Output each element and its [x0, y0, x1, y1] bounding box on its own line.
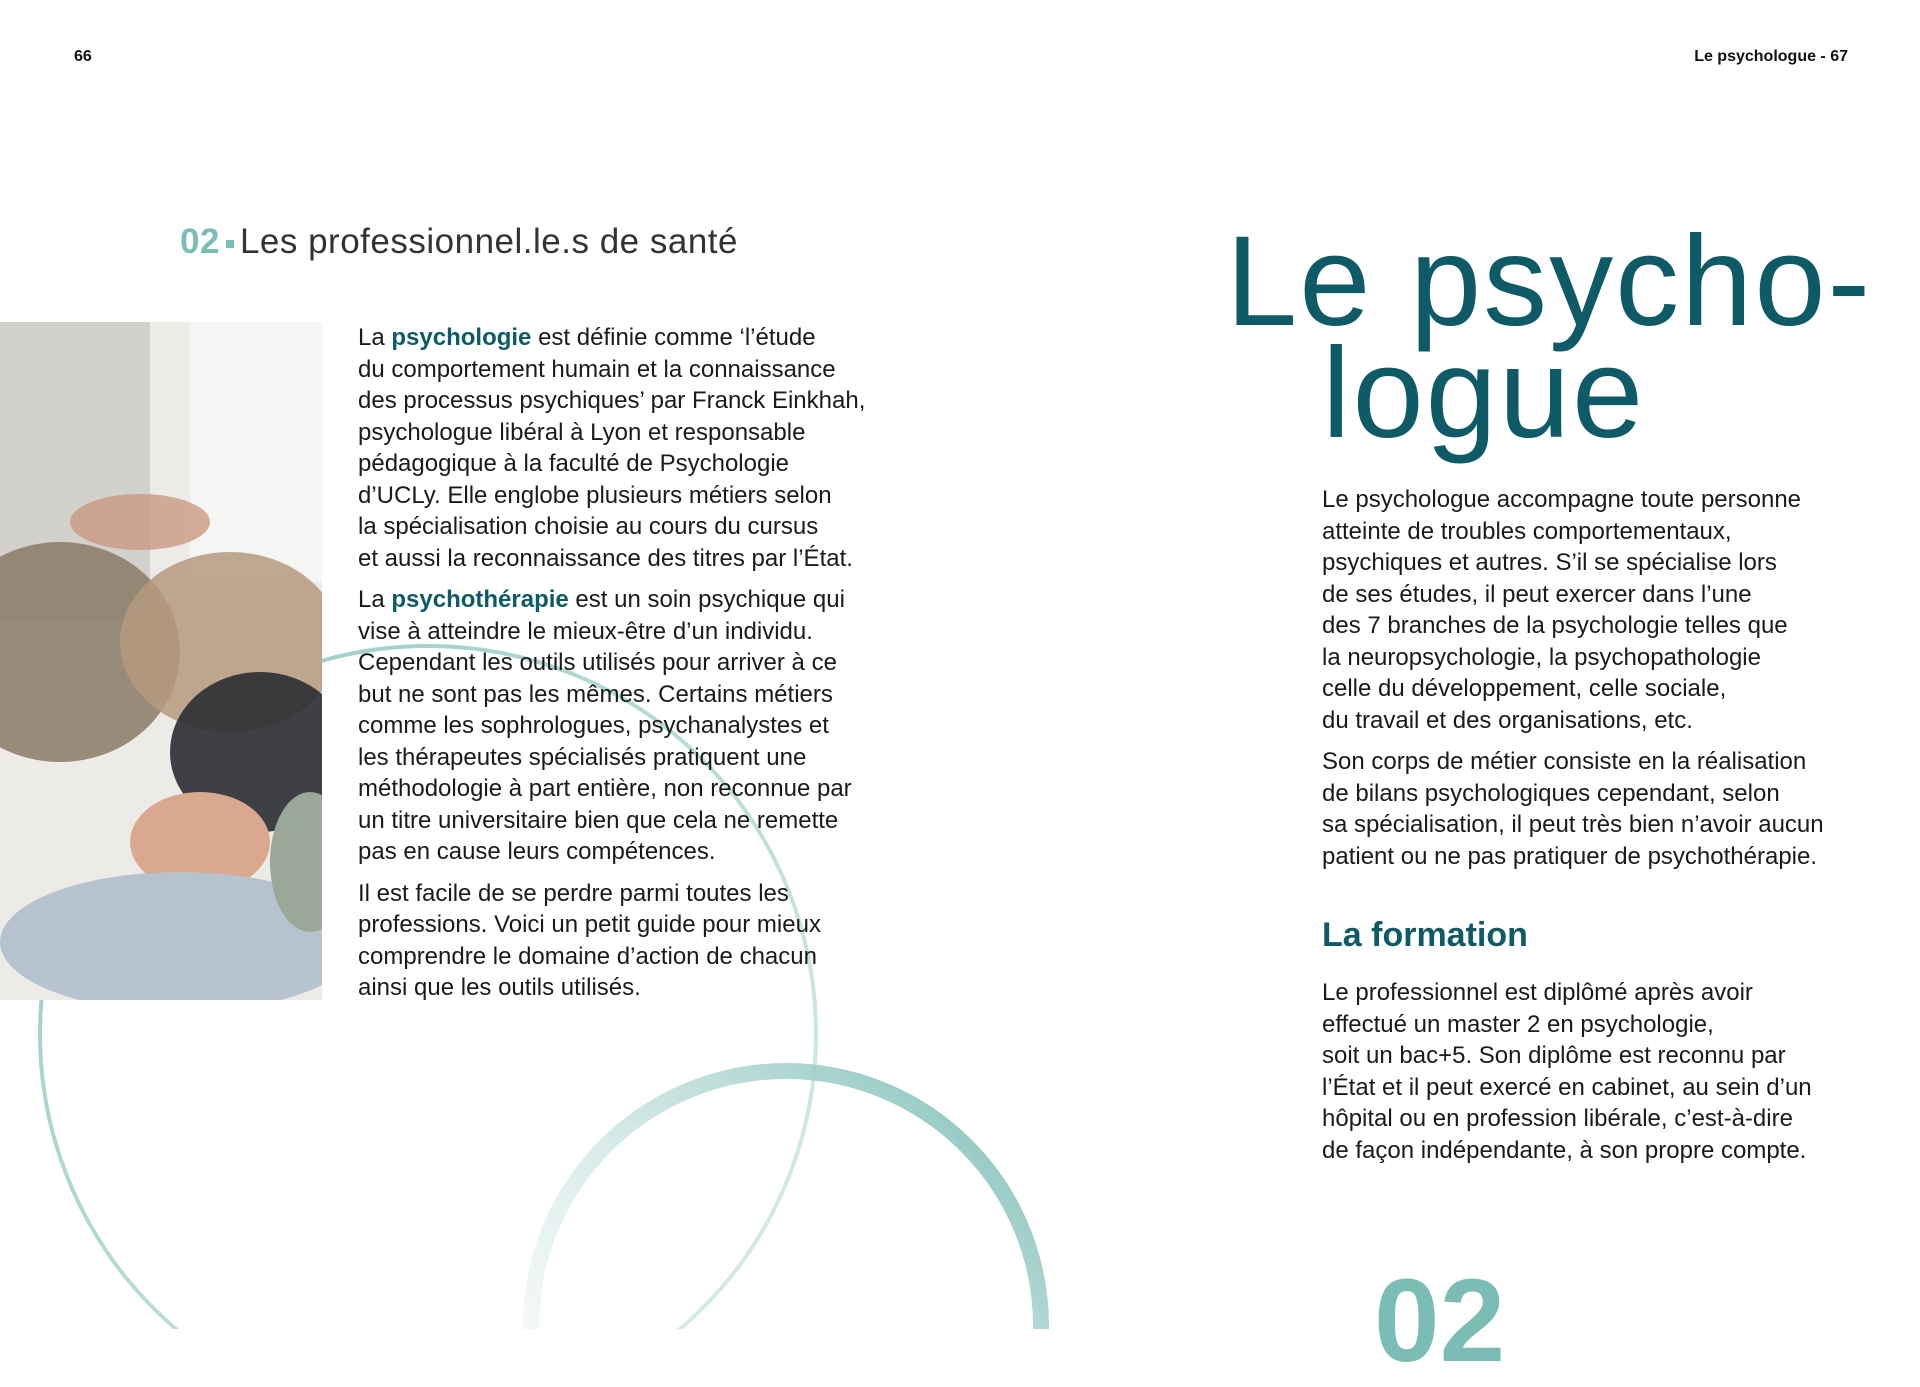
text-line: soit un bac+5. Son diplôme est reconnu par [1322, 1042, 1786, 1069]
text-line: celle du développement, celle sociale, [1322, 675, 1727, 702]
text-line: hôpital ou en profession libérale, c’est-à-dire [1322, 1105, 1793, 1132]
left-column-text [358, 322, 898, 1014]
paragraph-intro [1322, 484, 1882, 736]
text-line: psychiques et autres. S’il se spécialise lors [1322, 549, 1777, 576]
text-line: la neuropsychologie, la psychopathologie [1322, 643, 1761, 671]
term-psychologie: psychologie [391, 324, 532, 351]
text-line: des 7 branches de la psychologie telles que [1322, 612, 1788, 639]
text-line: les thérapeutes spécialisés pratiquent une [358, 743, 807, 771]
paragraph-guide [358, 878, 898, 1004]
paragraph-psychotherapie [358, 584, 898, 868]
text-line: ainsi que les outils utilisés. [358, 974, 641, 1001]
text-line: Cependant les outils utilisés pour arriver à ce [358, 649, 837, 676]
text-line: d’UCLy. Elle englobe plusieurs métiers selon [358, 481, 832, 509]
text-line: Il est facile de se perdre parmi toutes les [358, 879, 789, 907]
decorative-number: 02 [1374, 1255, 1506, 1387]
section-number: 02 [180, 222, 234, 261]
section-title: Les professionnel.le.s de santé [239, 222, 738, 261]
text-line: pas en cause leurs compétences. [358, 838, 716, 865]
text-line: psychologue libéral à Lyon et responsable [358, 418, 806, 446]
text-line: de façon indépendante, à son propre compte. [1322, 1136, 1807, 1164]
text-line: comprendre le domaine d’action de chacun [358, 942, 817, 970]
text-line: du travail et des organisations, etc. [1322, 706, 1693, 734]
text-line: du comportement humain et la connaissance [358, 355, 836, 383]
paragraph-psychologie [358, 322, 898, 574]
text-line: pédagogique à la faculté de Psychologie [358, 450, 789, 477]
photo-illustration [0, 322, 322, 1000]
text-line: méthodologie à part entière, non reconnue par [358, 775, 852, 802]
text-run: est un soin psychique qui [568, 586, 845, 613]
text-line: effectué un master 2 en psychologie, [1322, 1010, 1714, 1038]
text-line: la spécialisation choisie au cours du cursus [358, 513, 819, 540]
page-title [1226, 210, 1873, 465]
text-line: sa spécialisation, il peut très bien n’avoir aucun [1322, 811, 1824, 838]
text-line: de ses études, il peut exercer dans l’une [1322, 580, 1752, 608]
text-line: Le professionnel est diplômé après avoir [1322, 979, 1753, 1006]
text-line: Le psychologue accompagne toute personne [1322, 486, 1802, 513]
term-psychotherapie: psychothérapie [391, 586, 569, 613]
text-line: but ne sont pas les mêmes. Certains métiers [358, 680, 833, 708]
text-line: un titre universitaire bien que cela ne remette [358, 806, 839, 834]
text-run: est définie comme ‘l’étude [531, 324, 816, 351]
right-page-header: Le psychologue - 67 [1694, 48, 1848, 65]
text-line: l’État et il peut exercé en cabinet, au sein d’un [1322, 1073, 1812, 1101]
title-line-1: Le psycho- [1226, 210, 1873, 353]
text-line: de bilans psychologiques cependant, selon [1322, 779, 1780, 807]
text-line: patient ou ne pas pratiquer de psychothérapie. [1322, 842, 1818, 870]
text-line: des processus psychiques’ par Franck Einkhah, [358, 387, 866, 414]
hands-photo [0, 322, 322, 1000]
text-run: La [358, 586, 392, 613]
paragraph-corps-de-metier [1322, 746, 1882, 872]
text-line: Son corps de métier consiste en la réalisation [1322, 748, 1807, 775]
thick-circle [531, 1071, 1041, 1329]
title-line-2: logue [1322, 322, 1646, 465]
paragraph-formation [1322, 977, 1882, 1166]
right-column-text [1322, 484, 1882, 1176]
text-line: vise à atteindre le mieux-être d’un individu. [358, 617, 813, 645]
text-line: comme les sophrologues, psychanalystes et [358, 712, 829, 739]
text-line: et aussi la reconnaissance des titres par l’État. [358, 544, 853, 572]
formation-heading: La formation [1322, 916, 1528, 954]
text-run: La [358, 324, 392, 351]
left-page-number: 66 [74, 48, 92, 65]
text-line: atteinte de troubles comportementaux, [1322, 517, 1732, 545]
section-heading [180, 222, 738, 262]
text-line: professions. Voici un petit guide pour mieux [358, 911, 821, 938]
